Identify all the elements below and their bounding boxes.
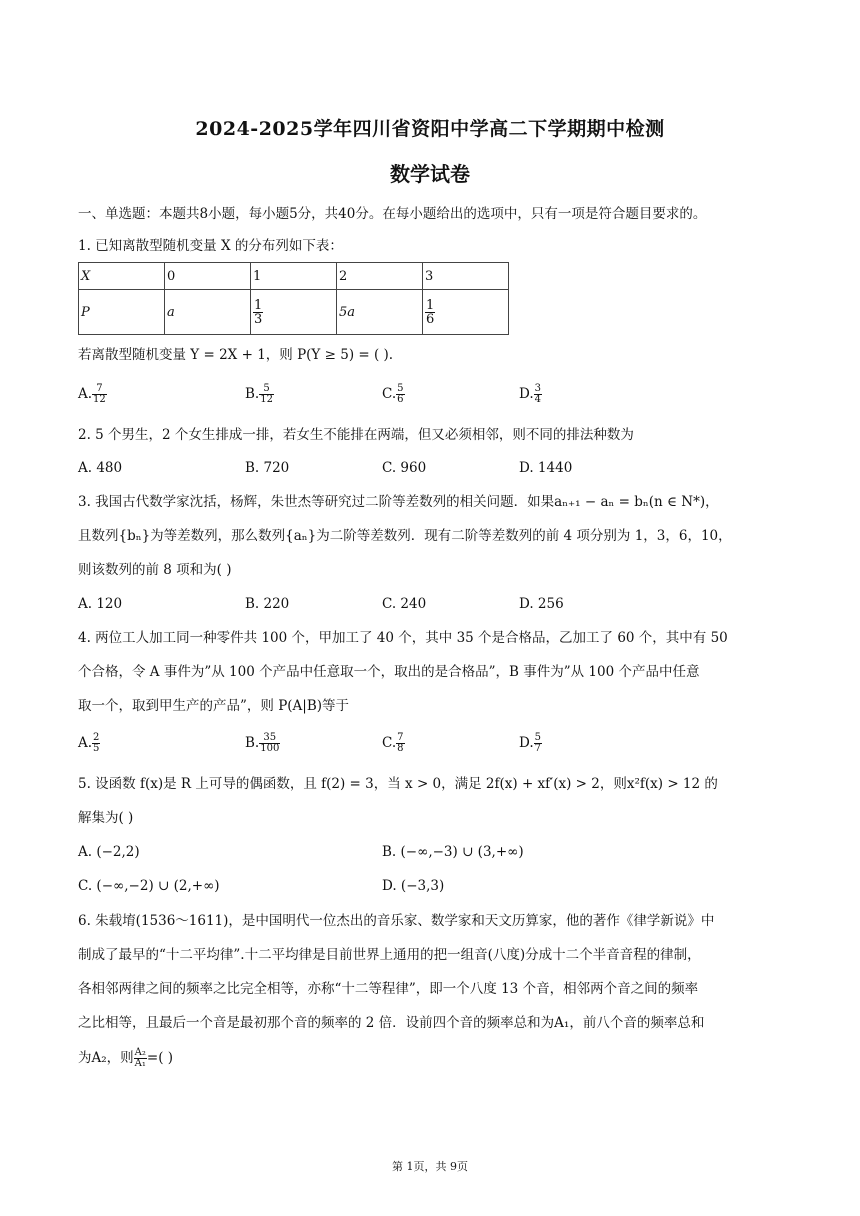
q5-option-a: A. (−2,2) bbox=[78, 844, 140, 860]
page-subtitle: 数学试卷 bbox=[390, 162, 470, 186]
table-cell: X bbox=[79, 263, 165, 290]
q5-option-d: D. (−3,3) bbox=[382, 878, 445, 894]
table-cell: 3 bbox=[423, 263, 509, 290]
q5-line-1: 5. 设函数 f(x)是 R 上可导的偶函数，且 f(2) = 3，当 x > 0，满足 2f(x) + xf′(x) > 2，则x²f(x) > 12 的 bbox=[78, 776, 718, 792]
fraction: $\frac{1}{3}$ bbox=[254, 297, 263, 327]
q2-option-d: D. 1440 bbox=[519, 460, 573, 476]
table-cell: 5a bbox=[337, 290, 423, 335]
q3-option-a: A. 120 bbox=[78, 596, 123, 612]
table-cell bbox=[251, 290, 337, 335]
q4-option-d: D. $\frac{5}{7}$ bbox=[519, 732, 542, 754]
fraction: $\frac{5}{12}$ bbox=[260, 383, 273, 405]
table-cell: P bbox=[79, 290, 165, 335]
table-cell: a bbox=[165, 290, 251, 335]
q1-option-c: C. $\frac{5}{6}$ bbox=[382, 383, 404, 405]
page-title: 2024-2025学年四川省资阳中学高二下学期期中检测 bbox=[195, 118, 665, 140]
q1-condition: 若离散型随机变量 Y = 2X + 1，则 P(Y ≥ 5) = ( ). bbox=[78, 347, 394, 363]
q5-option-b: B. (−∞,−3) ∪ (3,+∞) bbox=[382, 844, 524, 860]
table-cell: 0 bbox=[165, 263, 251, 290]
table-cell: 2 bbox=[337, 263, 423, 290]
q6-line-1: 6. 朱载堉(1536～1611)，是中国明代一位杰出的音乐家、数学家和天文历算家，他的著作《律学新说》中 bbox=[78, 913, 715, 929]
fraction: $\frac{\text{A₂}}{\text{A₁}}$ bbox=[134, 1047, 146, 1069]
q3-option-c: C. 240 bbox=[382, 596, 427, 612]
q3-option-d: D. 256 bbox=[519, 596, 564, 612]
q3-line-2: 且数列{bₙ}为等差数列，那么数列{aₙ}为二阶等差数列．现有二阶等差数列的前 4 项分别为 1，3，6，10， bbox=[78, 528, 732, 544]
q6-line-3: 各相邻两律之间的频率之比完全相等，亦称“十二等程律”，即一个八度 13 个音，相邻两个音之间的频率 bbox=[78, 981, 699, 997]
q6-line-4: 之比相等，且最后一个音是最初那个音的频率的 2 倍．设前四个音的频率总和为A₁，前八个音的频率总和 bbox=[78, 1015, 705, 1031]
q6-line-5: 为A₂，则 $\frac{\text{A₂}}{\text{A₁}}$ =( ) bbox=[78, 1047, 174, 1069]
q3-option-b: B. 220 bbox=[245, 596, 290, 612]
q5-option-c: C. (−∞,−2) ∪ (2,+∞) bbox=[78, 878, 220, 894]
q3-line-1: 3. 我国古代数学家沈括，杨辉，朱世杰等研究过二阶等差数列的相关问题．如果aₙ₊₁ − aₙ = bₙ(n ∈ N*)， bbox=[78, 494, 719, 510]
fraction: $\frac{5}{7}$ bbox=[534, 732, 542, 754]
q6-line-2: 制成了最早的“十二平均律”.十二平均律是目前世界上通用的把一组音(八度)分成十二个半音音程的律制， bbox=[78, 947, 701, 963]
q4-option-c: C. $\frac{7}{8}$ bbox=[382, 732, 404, 754]
q2-option-a: A. 480 bbox=[78, 460, 123, 476]
fraction: $\frac{35}{100}$ bbox=[260, 732, 280, 754]
fraction: $\frac{7}{8}$ bbox=[397, 732, 404, 754]
table-cell: 1 bbox=[251, 263, 337, 290]
q1-option-d: D. $\frac{3}{4}$ bbox=[519, 383, 542, 405]
q2-stem: 2. 5 个男生，2 个女生排成一排，若女生不能排在两端，但又必须相邻，则不同的排法种数为 bbox=[78, 427, 634, 443]
q1-distribution-table bbox=[78, 262, 509, 335]
q1-stem: 1. 已知离散型随机变量 X 的分布列如下表： bbox=[78, 238, 343, 254]
fraction: $\frac{5}{6}$ bbox=[397, 383, 404, 405]
q2-option-b: B. 720 bbox=[245, 460, 290, 476]
section-heading: 一、单选题：本题共8小题，每小题5分，共40分。在每小题给出的选项中，只有一项是符合题目要求的。 bbox=[78, 206, 707, 222]
fraction: $\frac{3}{4}$ bbox=[534, 383, 542, 405]
fraction: $\frac{7}{12}$ bbox=[93, 383, 106, 405]
q4-option-b: B. $\frac{35}{100}$ bbox=[245, 732, 280, 754]
q1-option-a: A. $\frac{7}{12}$ bbox=[78, 383, 106, 405]
q5-line-2: 解集为( ) bbox=[78, 810, 134, 826]
fraction: $\frac{2}{5}$ bbox=[93, 732, 100, 754]
page-footer: 第 1页，共 9页 bbox=[392, 1160, 468, 1173]
q3-line-3: 则该数列的前 8 项和为( ) bbox=[78, 562, 232, 578]
q4-line-2: 个合格，令 A 事件为”从 100 个产品中任意取一个，取出的是合格品”，B 事件为”从 100 个产品中任意 bbox=[78, 664, 700, 680]
q4-option-a: A. $\frac{2}{5}$ bbox=[78, 732, 100, 754]
q4-line-3: 取一个，取到甲生产的产品”，则 P(A|B)等于 bbox=[78, 698, 350, 714]
q1-option-b: B. $\frac{5}{12}$ bbox=[245, 383, 273, 405]
q4-line-1: 4. 两位工人加工同一种零件共 100 个，甲加工了 40 个，其中 35 个是合格品，乙加工了 60 个，其中有 50 bbox=[78, 630, 728, 646]
table-cell bbox=[423, 290, 509, 335]
q2-option-c: C. 960 bbox=[382, 460, 427, 476]
fraction: $\frac{1}{6}$ bbox=[426, 297, 435, 327]
